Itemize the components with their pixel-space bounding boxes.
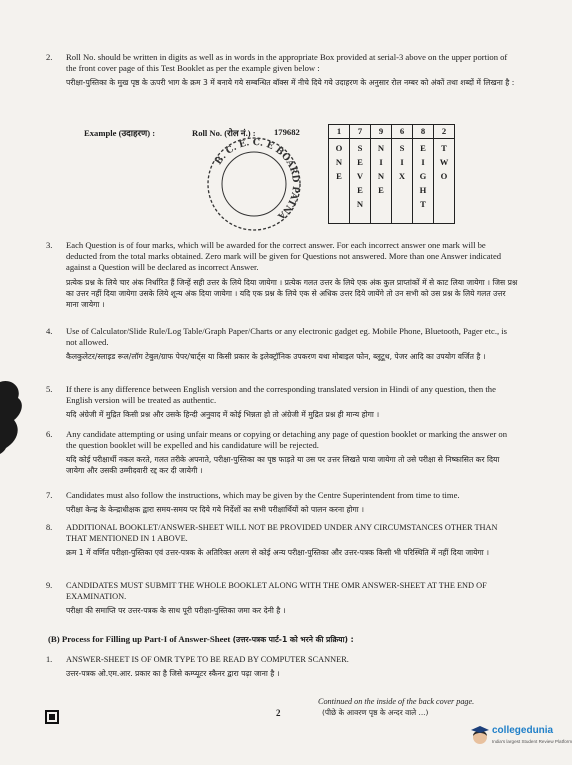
item-number: 2.	[46, 52, 53, 62]
instruction-hindi: परीक्षा-पुस्तिका के मुख पृष्ठ के ऊपरी भाग के क्रम 3 में बनाये गये सम्बन्धित बॉक्स में नीचे दिये गये उदाहरण के अनुसार रोल नम्बर को अंकों तथा शब्दों में लिखना है :	[66, 78, 515, 88]
letter: S	[357, 143, 363, 153]
instruction-english: Each Question is of four marks, which will be awarded for the correct answer. For each incorrect answer one mark will be deducted from the total marks obtained. Zero mark will be given for Questions not answered. More than one Answer indicated against a Question will be declared as incorrect Answer.	[66, 240, 502, 273]
word-cell	[434, 139, 455, 224]
instruction-hindi: कैलकुलेटर/स्लाइड रूल/लॉग टेबुल/ग्राफ पेपर/चार्ट्स या किसी प्रकार के इलेक्ट्रॉनिक उपकरण यथा मोबाइल फोन, ब्लूटूथ, पेजर आदि का उपयोग वर्जित है ।	[66, 352, 486, 362]
letter: N	[335, 157, 343, 167]
digit-cell: 1	[329, 125, 350, 139]
letter: S	[399, 143, 405, 153]
instruction-item-7	[48, 490, 518, 515]
graduate-avatar-icon	[470, 724, 490, 746]
letter: I	[379, 157, 383, 167]
word-cell	[329, 139, 350, 224]
item-number: 6.	[46, 429, 53, 439]
section-b-heading	[48, 634, 354, 645]
roll-number-example-grid	[328, 124, 455, 224]
word-row	[329, 139, 455, 224]
word-cell	[392, 139, 413, 224]
ink-stain	[0, 378, 30, 454]
roll-number-label: Roll No. (रोल नं.) :	[192, 128, 256, 138]
letter: N	[377, 171, 385, 181]
word-cell	[413, 139, 434, 224]
letter: I	[400, 157, 404, 167]
page-number: 2	[276, 708, 281, 718]
stamp-text: B. C. E. C. E BOARD PATNA	[213, 137, 301, 221]
letter: O	[335, 143, 343, 153]
digit-cell: 8	[413, 125, 434, 139]
example-label: Example (उदाहरण) :	[84, 128, 156, 138]
letter: N	[356, 199, 364, 209]
digit-row	[329, 125, 455, 139]
instruction-hindi: उत्तर-पत्रक ओ.एम.आर. प्रकार का है जिसे कम्प्यूटर स्कैनर द्वारा पढ़ा जाना है ।	[66, 669, 280, 679]
continued-note-hindi: (पीछे के आवरण पृष्ठ के अन्दर वाले ...)	[322, 708, 429, 717]
digit-cell: 6	[392, 125, 413, 139]
instruction-hindi: यदि अंग्रेजी में मुद्रित किसी प्रश्न और उसके हिन्दी अनुवाद में कोई भिन्नता हो तो अंग्रेजी में मुद्रित प्रश्न ही मान्य होगा ।	[66, 410, 380, 420]
instruction-english: If there is any difference between English version and the corresponding translated version in Hindi of any question, then the English version will be treated as authentic.	[66, 384, 496, 406]
roll-number-value: 179682	[274, 127, 300, 137]
instruction-item-5	[48, 384, 518, 420]
letter: V	[356, 171, 364, 181]
instruction-hindi: परीक्षा की समाप्ति पर उत्तर-पत्रक के साथ पूरी परीक्षा-पुस्तिका जमा कर देनी है ।	[66, 606, 286, 616]
digit-cell: 7	[350, 125, 371, 139]
instruction-item-2	[48, 52, 518, 88]
item-number: 8.	[46, 523, 53, 532]
instruction-hindi: प्रत्येक प्रश्न के लिये चार अंक निर्धारित हैं जिन्हें सही उत्तर के लिये दिया जायेगा । प्रत्येक गलत उत्तर के लिये एक अंक कुल प्राप्तांकों में से काट लिया जायेगा । जिस प्रश्न का उत्तर नहीं दिया जायेगा उसके लिये शून्य अंक दिया जायेगा । यदि एक प्रश्न के लिये एक से अधिक उत्तर दिये जायेंगे तो उन सभी को उस प्रश्न के लिये गलत उत्तर माना जायेगा ।	[66, 277, 518, 309]
item-number: 5.	[46, 384, 53, 394]
letter: E	[420, 143, 426, 153]
brand-name: collegedunia	[492, 725, 554, 736]
item-number: 1.	[46, 655, 53, 664]
collegedunia-watermark	[470, 724, 572, 762]
item-number: 3.	[46, 240, 53, 250]
instruction-english: ADDITIONAL BOOKLET/ANSWER-SHEET WILL NOT BE PROVIDED UNDER ANY CIRCUMSTANCES OTHER THAN THAT MENTIONED IN 1 ABOVE.	[66, 523, 498, 544]
instruction-english: Roll No. should be written in digits as well as in words in the appropriate Box provided at serial-3 above on the upper portion of the front cover page of this Test Booklet as per the example given below :	[66, 52, 508, 74]
letter: E	[336, 171, 342, 181]
instruction-english: CANDIDATES MUST SUBMIT THE WHOLE BOOKLET ALONG WITH THE OMR ANSWER-SHEET AT THE END OF EXAMINATION.	[66, 581, 487, 602]
registration-mark-icon	[45, 710, 59, 724]
letter: W	[439, 157, 449, 167]
svg-text:B. C. E. C. E BOARD PATNA	[214, 138, 300, 222]
continued-note: Continued on the inside of the back cover page.	[318, 697, 475, 706]
board-stamp	[202, 132, 306, 236]
digit-cell: 2	[434, 125, 455, 139]
item-number: 9.	[46, 581, 53, 590]
item-number: 7.	[46, 490, 53, 500]
instruction-item-8	[48, 522, 518, 558]
instruction-english: Any candidate attempting or using unfair means or copying or detaching any page of question booklet or marking the answer on the question booklet will be expelled and his candidature will be rejected.	[66, 429, 508, 451]
letter: G	[419, 171, 427, 181]
instruction-hindi: क्रम 1 में वर्णित परीक्षा-पुस्तिका एवं उत्तर-पत्रक के अतिरिक्त अलग से कोई अन्य परीक्षा-पुस्तिका और उत्तर-पत्रक किसी भी परिस्थिति में नहीं दिया जायेगा ।	[66, 548, 490, 558]
letter: T	[420, 199, 426, 209]
word-cell	[371, 139, 392, 224]
section-b-label: (B) Process for Filling up Part-I of Answer-Sheet	[48, 634, 231, 644]
letter: E	[357, 185, 363, 195]
letter: E	[378, 185, 384, 195]
instruction-item-6	[48, 429, 518, 476]
instruction-item-3	[48, 240, 518, 310]
word-cell	[350, 139, 371, 224]
letter: N	[377, 143, 385, 153]
instruction-english: Candidates must also follow the instructions, which may be given by the Centre Superintendent from time to time.	[66, 490, 460, 500]
instruction-item-4	[48, 326, 518, 362]
instruction-english: Use of Calculator/Slide Rule/Log Table/Graph Paper/Charts or any electronic gadget eg. Mobile Phone, Bluetooth, Pager etc., is not allowed.	[66, 326, 507, 348]
instruction-english: ANSWER-SHEET IS OF OMR TYPE TO BE READ BY COMPUTER SCANNER.	[66, 655, 349, 664]
letter: T	[441, 143, 447, 153]
section-b-hindi: (उत्तर-पत्रक पार्ट-1 को भरने की प्रक्रिया) :	[232, 635, 354, 644]
letter: H	[419, 185, 427, 195]
letter: I	[421, 157, 425, 167]
section-b-item-1	[48, 654, 518, 679]
brand-tagline: India's largest Student Review Platform	[492, 739, 572, 744]
letter: O	[440, 171, 448, 181]
instruction-hindi: यदि कोई परीक्षार्थी नकल करते, गलत तरीके अपनाते, परीक्षा-पुस्तिका का पृष्ठ फाड़ते या उस पर उत्तर लिखते पाया जायेगा तो उसे परीक्षा से निष्कासित कर दिया जायेगा और उसकी उम्मीदवारी रद्द कर दी जायेगी ।	[66, 455, 500, 476]
letter: E	[357, 157, 363, 167]
letter: X	[398, 171, 406, 181]
digit-cell: 9	[371, 125, 392, 139]
item-number: 4.	[46, 326, 53, 336]
instruction-item-9	[48, 580, 518, 616]
instruction-hindi: परीक्षा केन्द्र के केन्द्राधीक्षक द्वारा समय-समय पर दिये गये निर्देशों का सभी परीक्षार्थियों को पालन करना होगा ।	[66, 505, 365, 515]
